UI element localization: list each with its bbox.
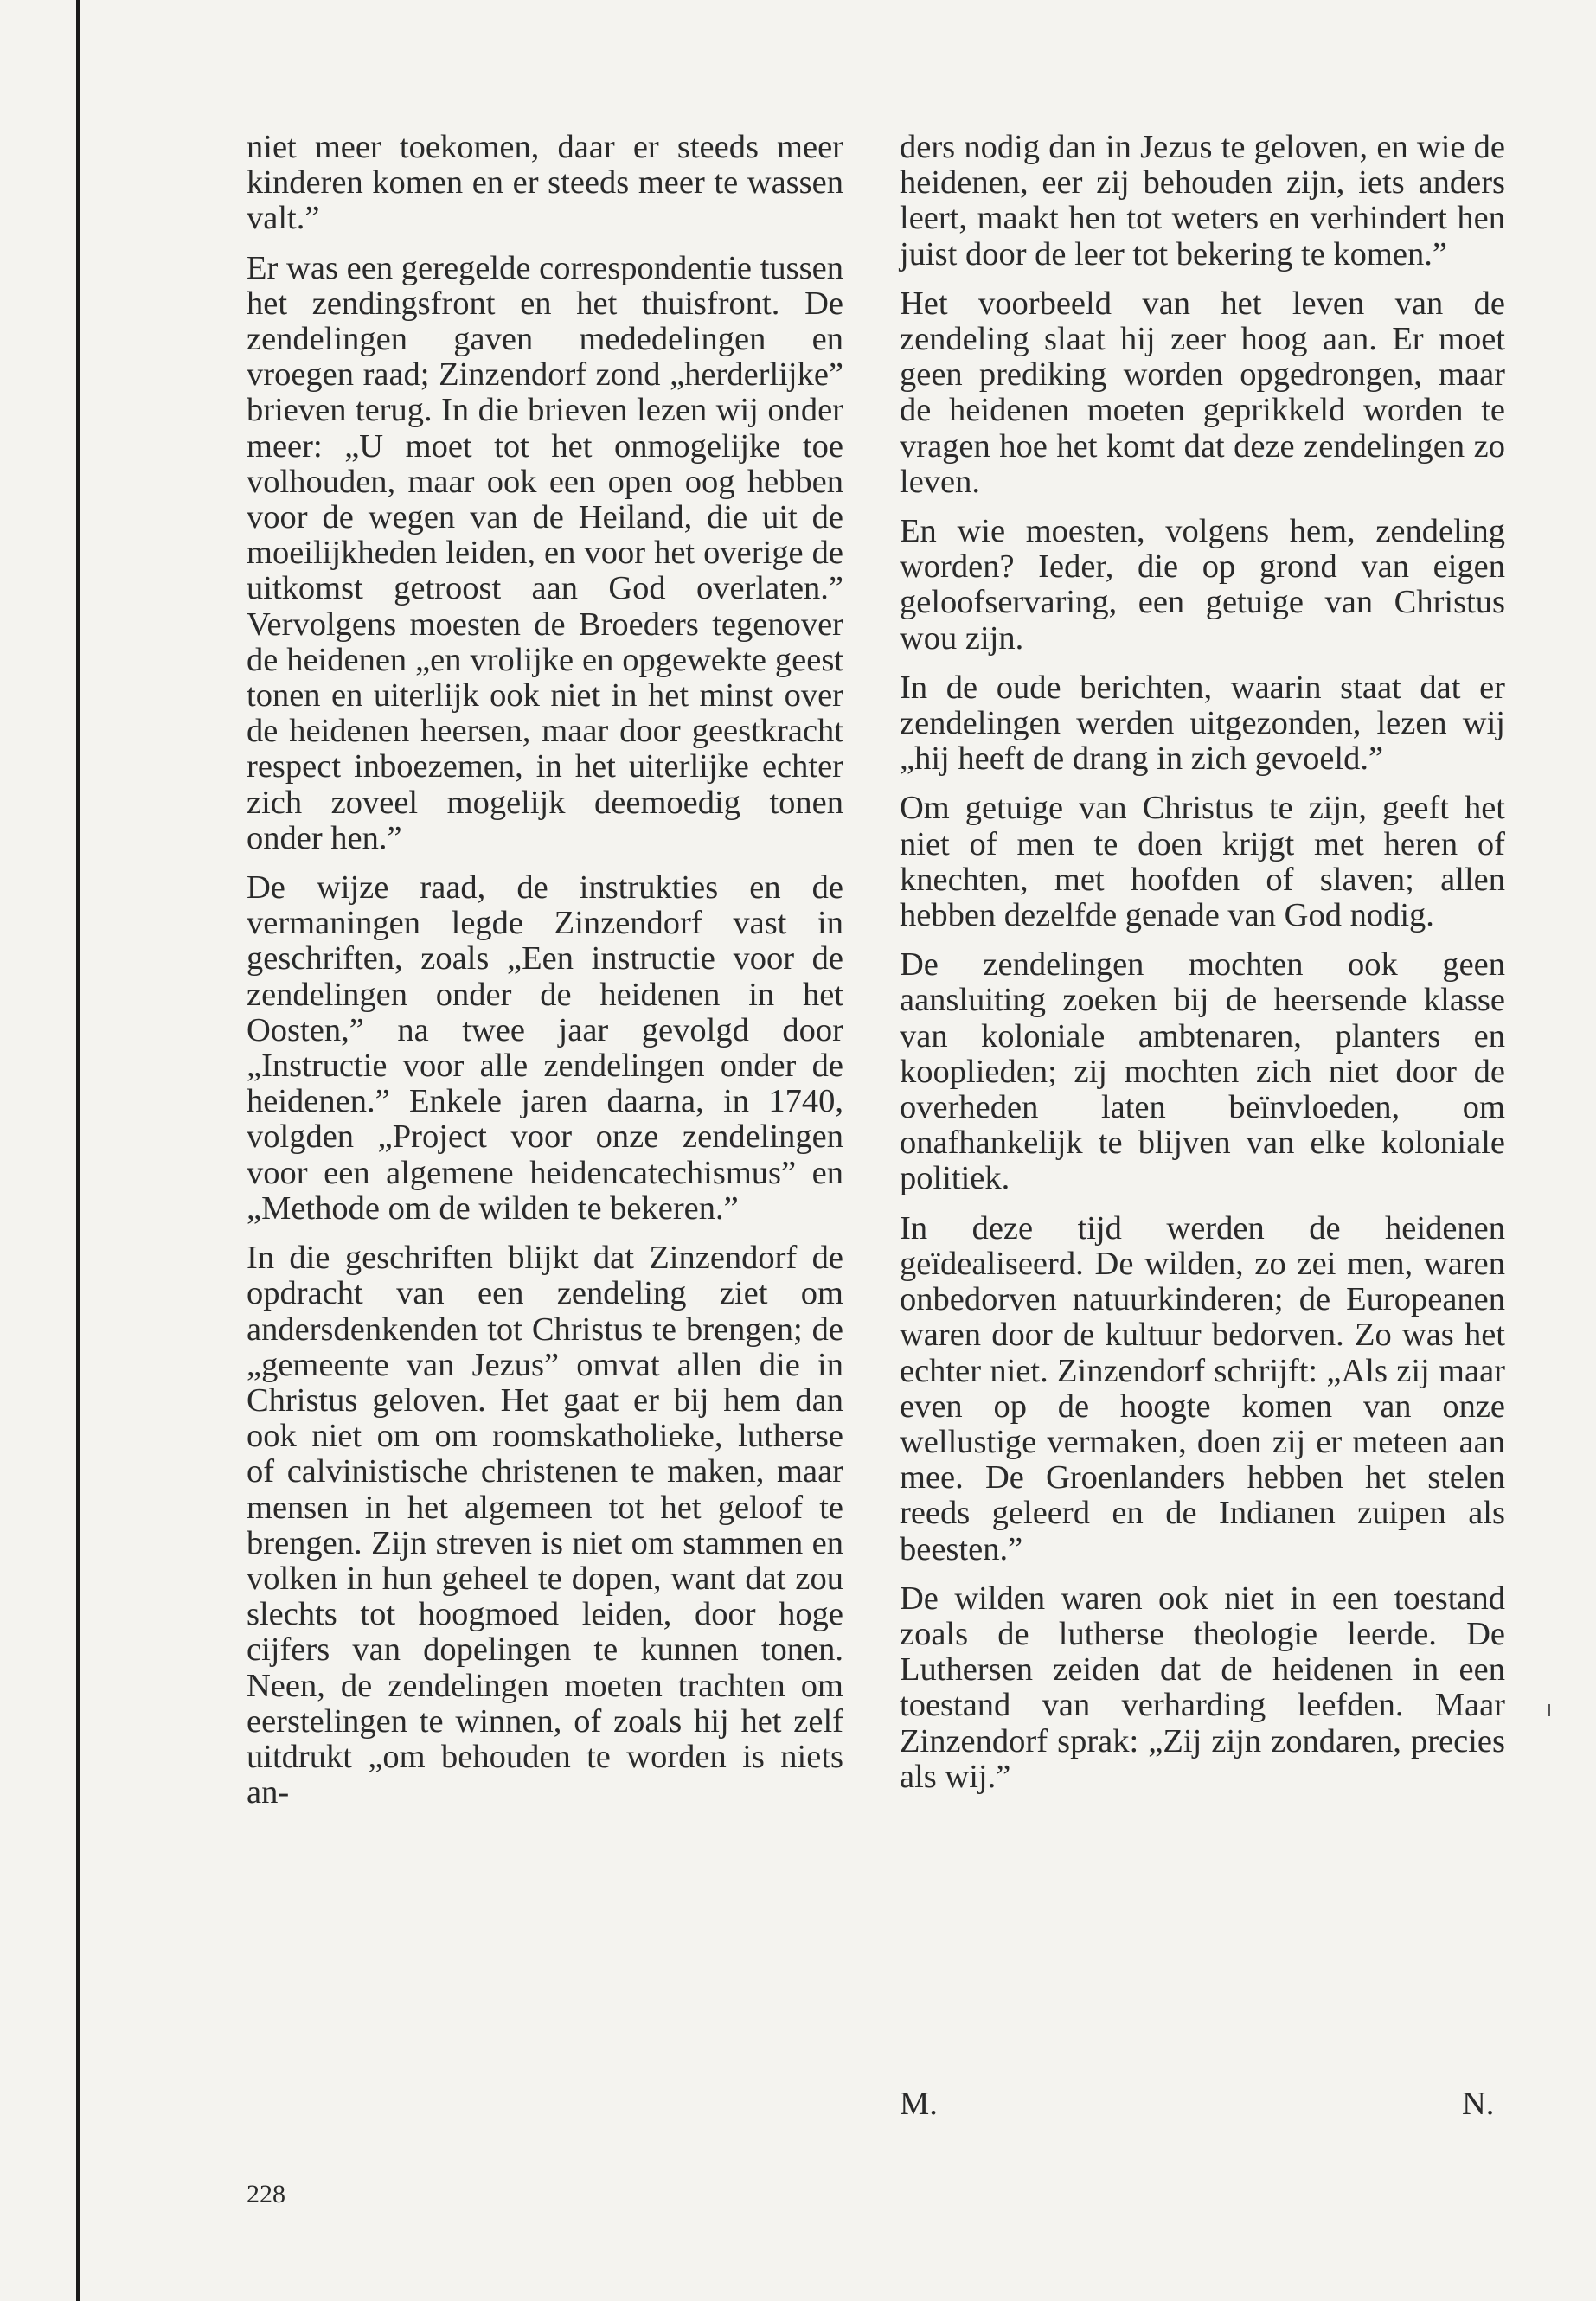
binding-edge [76, 0, 80, 2301]
paragraph: ders nodig dan in Jezus te geloven, en wie de heidenen, eer zij behouden zijn, iets anders leert, maakt hen tot weters en verhindert hen juist door de leer tot bekering te komen.” [900, 129, 1505, 272]
paragraph: In de oude berichten, waarin staat dat er zendelingen werden uitgezonden, lezen wij „hij heeft de drang in zich gevoeld.” [900, 669, 1505, 778]
paragraph: De wijze raad, de instrukties en de vermaningen legde Zinzendorf vast in geschriften, zoals „Een instructie voor de zendelingen onder de heidenen in het Oosten,” na twee jaar gevolgd door „Instructie voor alle zendelingen onder de heidenen.” Enkele jaren daarna, in 1740, volgden „Project voor onze zendelingen voor een algemene heidencatechismus” en „Methode om de wilden te bekeren.” [247, 869, 843, 1227]
paragraph: De zendelingen mochten ook geen aansluiting zoeken bij de heersende klasse van koloniale ambtenaren, planters en kooplieden; zij mochten zich niet door de overheden laten beïnvloeden, om onafhankelijk te blijven van elke koloniale politiek. [900, 946, 1505, 1197]
paragraph: En wie moesten, volgens hem, zendeling worden? Ieder, die op grond van eigen geloofservaring, een getuige van Christus wou zijn. [900, 513, 1505, 657]
right-column [900, 130, 1505, 1809]
signature-initial-m: M. [900, 2086, 938, 2122]
paragraph: Het voorbeeld van het leven van de zendeling slaat hij zeer hoog aan. Er moet geen prediking worden opgedrongen, maar de heidenen moeten geprikkeld worden te vragen hoe het komt dat deze zendelingen zo leven. [900, 285, 1505, 500]
paragraph: In deze tijd werden de heidenen geïdealiseerd. De wilden, zo zei men, waren onbedorven natuurkinderen; de Europeanen waren door de kultuur bedorven. Zo was het echter niet. Zinzendorf schrijft: „Als zij maar even op de hoogte komen van onze wellustige vermaken, doen zij er meteen aan mee. De Groenlanders hebben het stelen reeds geleerd en de Indianen zuipen als beesten.” [900, 1209, 1505, 1567]
margin-mark [1548, 1704, 1550, 1716]
left-column [247, 130, 843, 1824]
paragraph: Er was een geregelde correspondentie tussen het zendingsfront en het thuisfront. De zendelingen gaven mededelingen en vroegen raad; Zinzendorf zond „herderlijke” brieven terug. In die brieven lezen wij onder meer: „U moet tot het onmogelijke toe volhouden, maar ook een open oog hebben voor de wegen van de Heiland, die uit de moeilijkheden leiden, en voor het overige de uitkomst getroost aan God overlaten.” Vervolgens moesten de Broeders tegenover de heidenen „en vrolijke en opgewekte geest tonen en uiterlijk ook niet in het minst over de heidenen heersen, maar door geestkracht respect inboezemen, in het uiterlijke echter zich zoveel mogelijk deemoedig tonen onder hen.” [247, 249, 843, 856]
page-number: 228 [247, 2180, 285, 2208]
paragraph: niet meer toekomen, daar er steeds meer kinderen komen en er steeds meer te wassen valt.” [247, 129, 843, 237]
signature-initial-n: N. [1462, 2086, 1495, 2122]
paragraph: In die geschriften blijkt dat Zinzendorf de opdracht van een zendeling ziet om andersdenkenden tot Christus te brengen; de „gemeente van Jezus” omvat allen die in Christus geloven. Het gaat er bij hem dan ook niet om om roomskatholieke, lutherse of calvinistische christenen te maken, maar mensen in het algemeen tot het geloof te brengen. Zijn streven is niet om stammen en volken in hun geheel te dopen, want dat zou slechts tot hoogmoed leiden, door hoge cijfers van dopelingen te kunnen tonen. Neen, de zendelingen moeten trachten om eerstelingen te winnen, of zoals hij het zelf uitdrukt „om behouden te worden is niets an- [247, 1240, 843, 1811]
paragraph: Om getuige van Christus te zijn, geeft het niet of men te doen krijgt met heren of knechten, met hoofden of slaven; allen hebben dezelfde genade van God nodig. [900, 790, 1505, 934]
paragraph: De wilden waren ook niet in een toestand zoals de lutherse theologie leerde. De Luthersen zeiden dat de heidenen in een toestand van verharding leefden. Maar Zinzendorf sprak: „Zij zijn zondaren, precies als wij.” [900, 1580, 1505, 1795]
